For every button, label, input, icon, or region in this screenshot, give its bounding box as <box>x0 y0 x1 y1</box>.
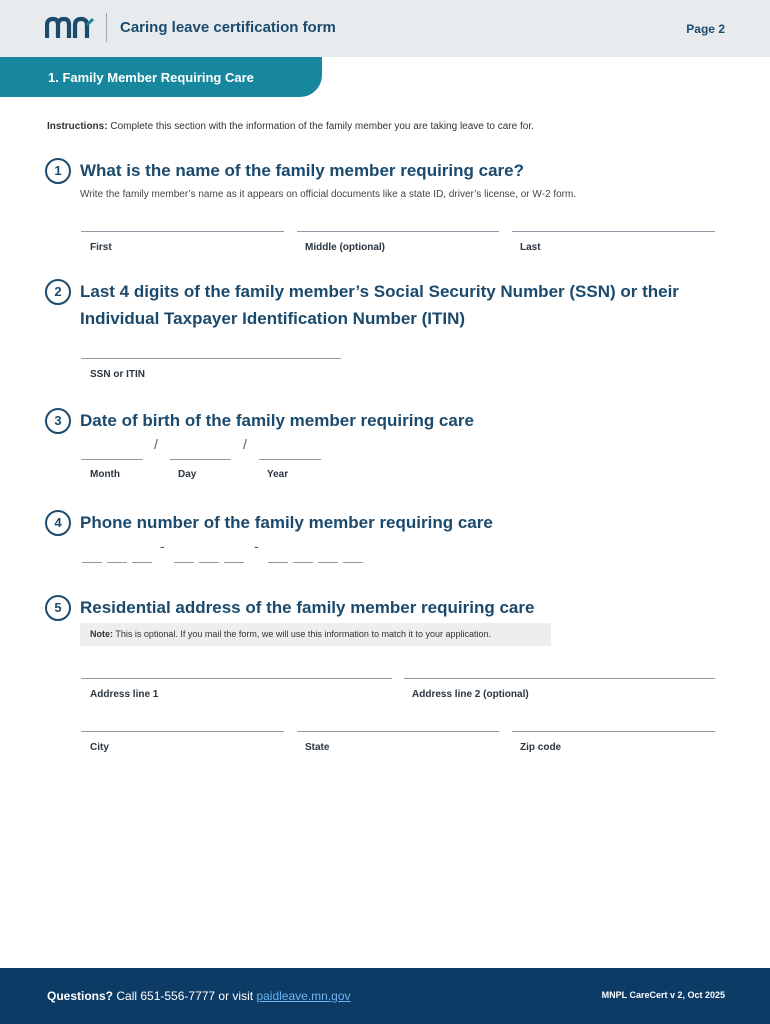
note-lead: Note: <box>90 629 113 639</box>
dob-day-field[interactable] <box>170 459 231 460</box>
phone-digit-field[interactable] <box>268 562 288 563</box>
phone-digit-field[interactable] <box>318 562 338 563</box>
dob-month-label: Month <box>90 469 120 480</box>
question-number-5: 5 <box>45 595 71 621</box>
phone-separator: - <box>160 538 165 554</box>
phone-separator: - <box>254 538 259 554</box>
zip-code-label: Zip code <box>520 742 562 753</box>
question-4-title: Phone number of the family member requiring care <box>80 513 493 532</box>
phone-digit-field[interactable] <box>343 562 363 563</box>
footer-questions <box>47 989 351 1003</box>
page-header <box>0 0 770 57</box>
note-body: This is optional. If you mail the form, we will use this information to match it to your application. <box>113 629 491 639</box>
zip-code-field[interactable] <box>512 731 715 732</box>
ssn-field[interactable] <box>81 358 341 359</box>
form-version: MNPL CareCert v 2, Oct 2025 <box>601 990 725 1000</box>
city-field[interactable] <box>81 731 284 732</box>
dob-day-label: Day <box>178 469 197 480</box>
footer-lead: Questions? <box>47 989 114 1003</box>
instructions-text: Complete this section with the information of the family member you are taking leave to care for. <box>107 121 534 132</box>
dob-separator: / <box>243 436 247 452</box>
address-line-2-label: Address line 2 (optional) <box>412 689 529 700</box>
last-name-label: Last <box>520 242 541 253</box>
phone-digit-field[interactable] <box>199 562 219 563</box>
phone-digit-field[interactable] <box>224 562 244 563</box>
address-line-1-field[interactable] <box>81 678 392 679</box>
last-name-field[interactable] <box>512 231 715 232</box>
state-label: State <box>305 742 330 753</box>
instructions-lead: Instructions: <box>47 121 108 132</box>
dob-separator: / <box>154 436 158 452</box>
dob-month-field[interactable] <box>81 459 143 460</box>
footer-text: Call 651-556-7777 or visit <box>113 989 257 1003</box>
mn-logo-icon <box>45 16 95 40</box>
question-1-subtitle: Write the family member’s name as it appears on official documents like a state ID, driver’s license, or W-2 form. <box>80 189 577 200</box>
phone-digit-field[interactable] <box>132 562 152 563</box>
question-3-title: Date of birth of the family member requiring care <box>80 411 474 430</box>
header-divider <box>106 13 107 42</box>
state-field[interactable] <box>297 731 499 732</box>
address-line-1-label: Address line 1 <box>90 689 159 700</box>
question-2-title-line1: Last 4 digits of the family member’s Social Security Number (SSN) or their <box>80 282 679 301</box>
note-box <box>80 623 551 646</box>
city-label: City <box>90 742 109 753</box>
ssn-label: SSN or ITIN <box>90 369 146 380</box>
form-title: Caring leave certification form <box>120 19 336 36</box>
question-number-3: 3 <box>45 408 71 434</box>
section-tab <box>0 57 322 97</box>
phone-digit-field[interactable] <box>82 562 102 563</box>
phone-digit-field[interactable] <box>293 562 313 563</box>
first-name-field[interactable] <box>81 231 284 232</box>
dob-year-field[interactable] <box>259 459 321 460</box>
middle-name-label: Middle (optional) <box>305 242 385 253</box>
question-number-4: 4 <box>45 510 71 536</box>
instructions <box>47 121 534 132</box>
phone-digit-field[interactable] <box>107 562 127 563</box>
question-number-2: 2 <box>45 279 71 305</box>
question-1-title: What is the name of the family member requiring care? <box>80 161 524 180</box>
section-label: 1. Family Member Requiring Care <box>48 70 254 85</box>
question-2-title-line2: Individual Taxpayer Identification Number (ITIN) <box>80 309 466 328</box>
phone-digit-field[interactable] <box>174 562 194 563</box>
first-name-label: First <box>90 242 112 253</box>
note-text <box>90 629 491 639</box>
address-line-2-field[interactable] <box>404 678 715 679</box>
website-link[interactable]: paidleave.mn.gov <box>256 989 351 1003</box>
dob-year-label: Year <box>267 469 289 480</box>
middle-name-field[interactable] <box>297 231 499 232</box>
page-footer <box>0 968 770 1024</box>
page-number: Page 2 <box>686 22 725 36</box>
question-number-1: 1 <box>45 158 71 184</box>
question-5-title: Residential address of the family member requiring care <box>80 598 535 617</box>
